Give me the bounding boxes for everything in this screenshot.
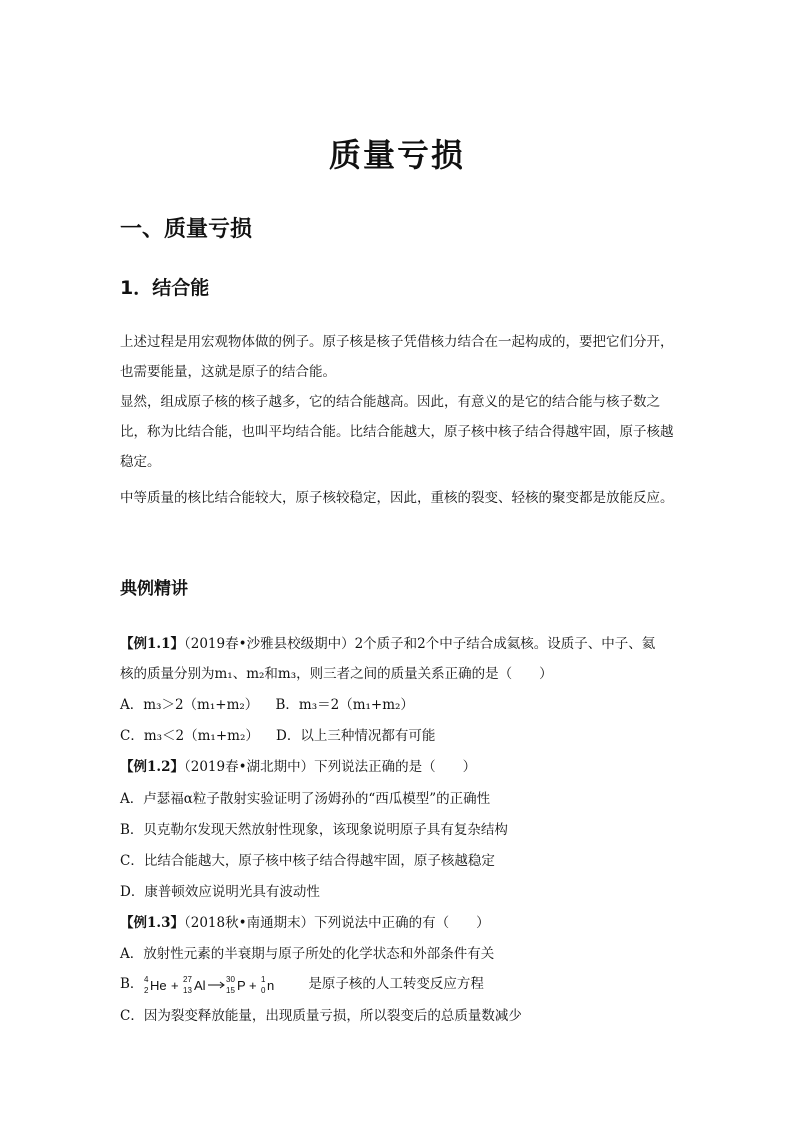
option-row [120,724,690,744]
svg-text:1: 1 [261,974,266,984]
example-tag: 【例1.3】 [120,915,184,931]
example-1-2-line [120,755,690,775]
svg-text:13: 13 [183,985,193,995]
section-heading: 一、质量亏损 [120,216,253,242]
example-1-1-line [120,632,690,652]
option-a: A．m₃＞2（m₁+m₂） [120,697,259,713]
option-row [120,693,690,713]
example-tag: 【例1.2】 [120,759,184,775]
example-1-3-line [120,911,690,931]
option-b: B．贝克勒尔发现天然放射性现象，该现象说明原子具有复杂结构 [120,822,508,838]
subsection-heading: 1．结合能 [120,277,210,299]
nuclear-equation [143,974,308,996]
option-d: D．以上三种情况都有可能 [276,728,436,744]
example-text: （2018秋•南通期末）下列说法中正确的有（ ） [184,915,490,931]
svg-text:P: P [237,977,247,993]
option-b [120,972,690,996]
example-text: 核的质量分别为m₁、m₂和m₃，则三者之间的质量关系正确的是（ ） [120,666,553,682]
option-d: D．康普顿效应说明光具有波动性 [120,884,320,900]
page-title: 质量亏损 [328,136,465,174]
svg-text:0: 0 [261,985,266,995]
svg-text:15: 15 [226,985,236,995]
svg-text:4: 4 [144,974,149,984]
nuclear-equation-graphic [143,974,308,996]
option-c: C．比结合能越大，原子核中核子结合得越牢固，原子核越稳定 [120,853,495,869]
svg-text:He: He [150,977,168,993]
svg-text:Al: Al [194,977,206,993]
example-tag: 【例1.1】 [120,636,184,652]
option-prefix: B． [120,976,144,992]
svg-text:+: + [249,977,258,993]
examples-heading: 典例精讲 [120,579,188,599]
option-c: C．m₃＜2（m₁+m₂） [120,728,259,744]
svg-text:27: 27 [183,974,193,984]
option-a: A．放射性元素的半衰期与原子所处的化学状态和外部条件有关 [120,946,495,962]
paragraph: 中等质量的核比结合能较大，原子核较稳定，因此，重核的裂变、轻核的聚变都是放能反应。 [120,490,674,506]
svg-text:30: 30 [226,974,236,984]
paragraph: 显然，组成原子核的核子越多，它的结合能越高。因此，有意义的是它的结合能与核子数之比，称为比结合能，也叫平均结合能。比结合能越大，原子核中核子结合得越牢固，原子核越稳定。 [120,394,674,470]
svg-text:2: 2 [144,985,149,995]
option-suffix: 是原子核的人工转变反应方程 [308,976,484,992]
paragraph: 上述过程是用宏观物体做的例子。原子核是核子凭借核力结合在一起构成的，要把它们分开，也需要能量，这就是原子的结合能。 [120,334,674,380]
svg-text:n: n [267,977,275,993]
svg-text:+: + [171,977,180,993]
example-text: （2019春•沙雅县校级期中）2个质子和2个中子结合成氦核。设质子、中子、氦 [184,636,656,652]
option-c: C．因为裂变释放能量，出现质量亏损，所以裂变后的总质量数减少 [120,1008,522,1024]
option-a: A．卢瑟福α粒子散射实验证明了汤姆孙的“西瓜模型”的正确性 [120,791,491,807]
example-text: （2019春•湖北期中）下列说法正确的是（ ） [184,759,477,775]
option-b: B．m₃＝2（m₁+m₂） [275,697,414,713]
